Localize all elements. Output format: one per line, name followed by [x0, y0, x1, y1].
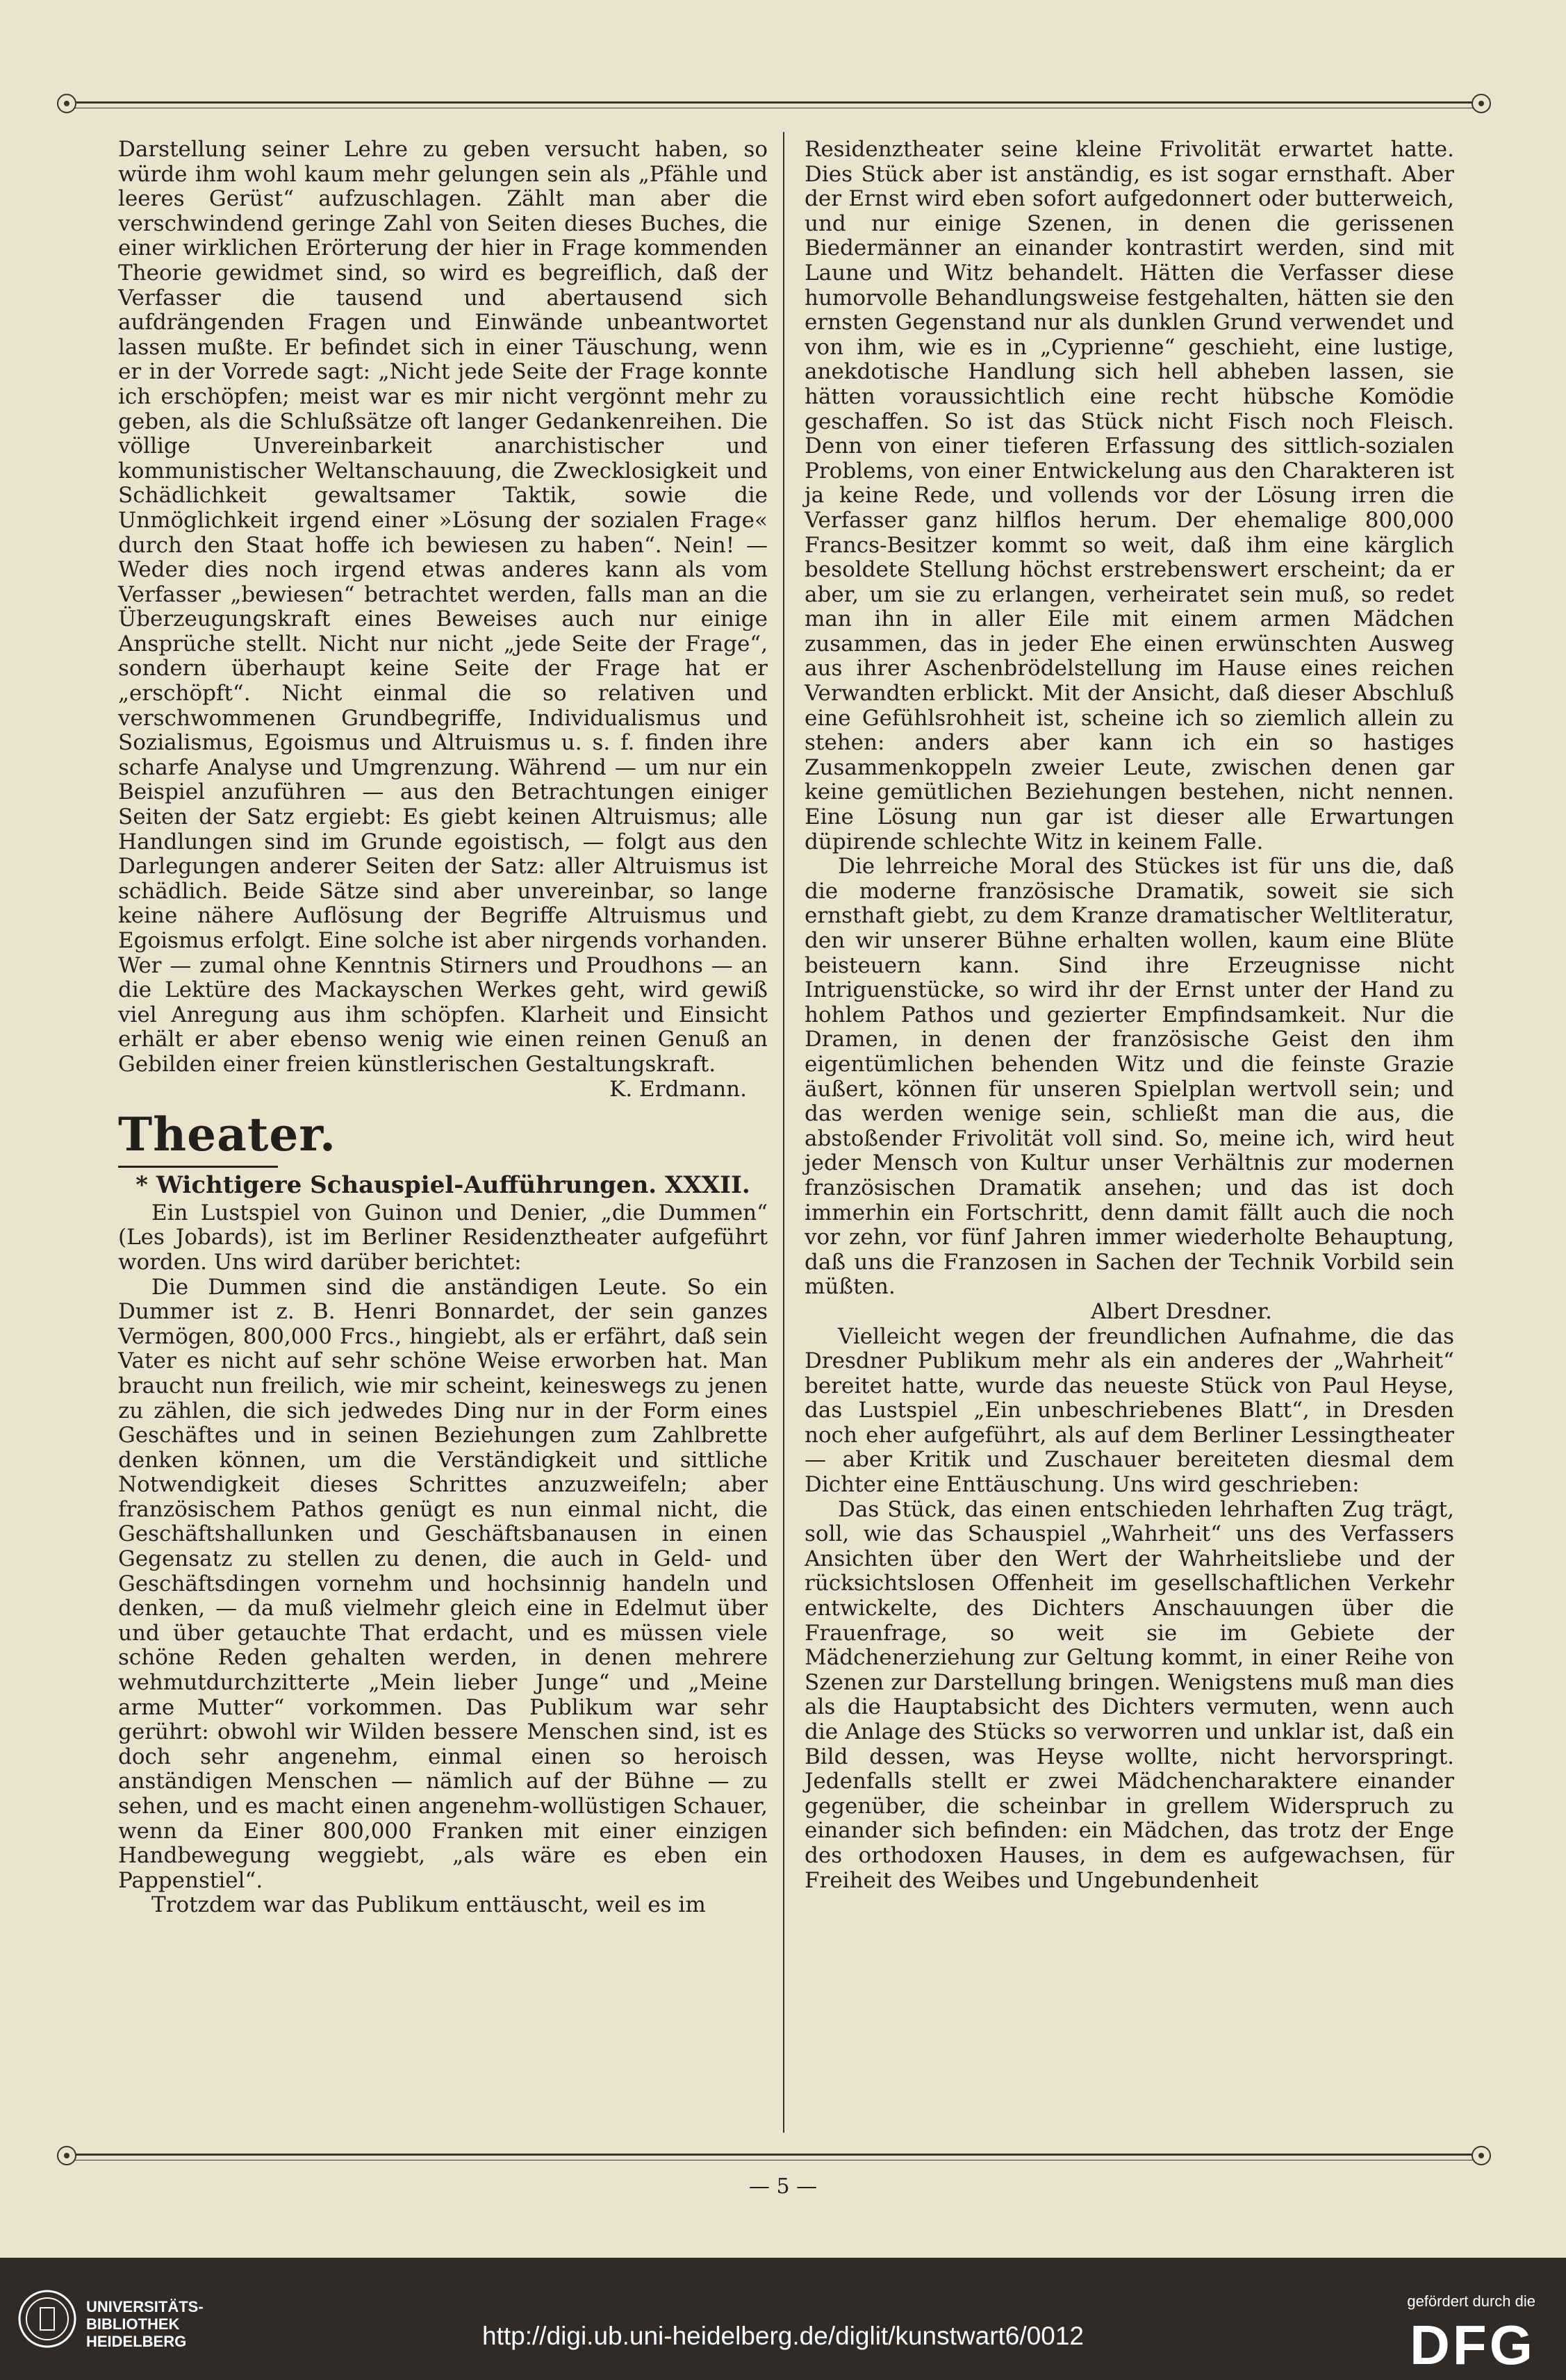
left-column: [118, 138, 768, 1918]
source-url-link[interactable]: http://digi.ub.uni-heidelberg.de/diglit/kunstwart6/0012: [482, 2322, 1084, 2350]
article-paragraph: Das Stück, das einen entschieden lehrhaften Zug trägt, soll, wie das Schauspiel „Wahrheit“ uns des Verfassers Ansichten über den Wert der Wahrheitsliebe und der rücksichtslosen Offenheit im gesellschaftlichen Verkehr entwickelte, des Dichters Anschauungen über die Frauenfrage, so weit sie im Gebiete der Mädchenerziehung zur Geltung kommt, in einer Reihe von Szenen zur Darstellung bringen. Wenigstens muß man dies als die Hauptabsicht des Dichters vermuten, wenn auch die Anlage des Stücks so verworren und unklar ist, daß ein Bild dessen, was Heyse wollte, nicht hervorspringt. Jedenfalls stellt er zwei Mädchencharaktere einander gegenüber, die scheinbar in grellem Widerspruch zu einander sich befinden: ein Mädchen, das trotz der Enge des orthodoxen Hauses, in dem es aufgewachsen, für Freiheit des Weibes und Ungebundenheit: [805, 1496, 1454, 1893]
corner-ornament-icon: [1472, 2146, 1491, 2165]
funding-caption: gefördert durch die: [1407, 2292, 1535, 2310]
article-paragraph: Die lehrreiche Moral des Stückes ist für uns die, daß die moderne französische Dramatik, soweit sie sich ernsthaft giebt, zu dem Kranze dramatischer Weltliteratur, den wir unserer Bühne erhalten wollen, kaum eine Blüte beisteuern kann. Sind ihre Erzeugnisse nicht Intriguenstücke, so wird ihr der Ernst unter der Hand zu hohlem Pathos und gezierter Empfindsamkeit. Nur die Dramen, in denen der französische Geist den ihm eigentümlichen behenden Witz und die feinste Grazie äußert, können für unseren Spielplan wertvoll sein; und das werden wenige sein, schließt man die aus, die abstoßender Frivolität voll sind. So, meine ich, wird heut jeder Mensch von Kultur unser Verhältnis zur modernen französischen Dramatik ansehen; und das ist doch immerhin ein Fortschritt, denn damit fällt auch die noch vor zehn, vor fünf Jahren immer wiederholte Behauptung, daß uns die Franzosen in Sachen der Technik Vorbild sein müßten.: [805, 854, 1454, 1300]
right-column: [805, 138, 1454, 1893]
article-paragraph: Die Dummen sind die anständigen Leute. So ein Dummer ist z. B. Henri Bonnardet, der sein ganzes Vermögen, 800,000 Frcs., hingiebt, als er erfährt, daß sein Vater es nicht auf sehr schöne Weise erworben hat. Man braucht nun freilich, wie mir scheint, keineswegs zu jenen zu zählen, die sich jedwedes Ding nur in der Form eines Geschäftes und in seinen Beziehungen zum Zahlbrette denken können, um die Verständigkeit und sittliche Notwendigkeit dieses Schrittes anzuzweifeln; aber französischem Pathos genügt es nun einmal nicht, die Geschäftshallunken und Geschäftsbanausen in einen Gegensatz zu stellen zu denen, die auch in Geld- und Geschäftsdingen vornehm und hochsinnig handeln und denken, — da muß vielmehr gleich eine in Edelmut über und über getauchte That erdacht, und es müssen viele schöne Reden gehalten werden, in denen mehrere wehmutdurchzitterte „Mein lieber Junge“ und „Meine arme Mutter“ vorkommen. Das Publikum war sehr gerührt: obwohl wir Wilden bessere Menschen sind, ist es doch sehr angenehm, einmal einen so heroisch anständigen Menschen — nämlich auf der Bühne — zu sehen, und es macht einen angenehm-wollüstigen Schauer, wenn da Einer 800,000 Franken mit einer einzigen Handbewegung weggiebt, „als wäre es eben ein Pappenstiel“.: [118, 1274, 768, 1893]
article-paragraph: Residenztheater seine kleine Frivolität erwartet hatte. Dies Stück aber ist anständig, es ist sogar ernsthaft. Aber der Ernst wird eben sofort aufgedonnert oder butterweich, und nur einige Szenen, in denen die gerissenen Biedermänner an einander kontrastirt werden, sind mit Laune und Witz behandelt. Hätten die Verfasser diese humorvolle Behandlungsweise festgehalten, hätten sie den ernsten Gegenstand nur als dunklen Grund verwendet und von ihm, wie es in „Cyprienne“ geschieht, eine lustige, anekdotische Handlung sich hell abheben lassen, sie hätten voraussichtlich eine recht hübsche Komödie geschaffen. So ist das Stück nicht Fisch noch Fleisch. Denn von einer tieferen Erfassung des sittlich-sozialen Problems, von einer Entwickelung aus den Charakteren ist ja keine Rede, und vollends vor der Lösung irren die Verfasser ganz hilflos herum. Der ehemalige 800,000 Francs-Besitzer kommt so weit, daß ihm eine kärglich besoldete Stellung höchst erstrebenswert erscheint; da er aber, um sie zu erlangen, verheiratet sein muß, so redet man ihn in aller Eile mit einem armen Mädchen zusammen, das in jeder Ehe einen erwünschten Ausweg aus ihrer Aschenbrödelstellung im Hause eines reichen Verwandten erblickt. Mit der Ansicht, daß dieser Abschluß eine Gefühlsrohheit ist, scheine ich so ziemlich allein zu stehen: anders aber kann ich ein so hastiges Zusammenkoppeln zweier Leute, zwischen denen gar keine gemütlichen Beziehungen bestehen, nicht nennen. Eine Lösung nun gar ist dieser alle Erwartungen düpirende schlechte Witz in keinem Falle.: [805, 137, 1454, 854]
article-paragraph: Trotzdem war das Publikum enttäuscht, weil es im: [151, 1892, 706, 1918]
article-paragraph: Vielleicht wegen der freundlichen Aufnahme, die das Dresdner Publikum mehr als ein anderes der „Wahrheit“ bereitet hatte, wurde das neueste Stück von Paul Heyse, das Lustspiel „Ein unbeschriebenes Blatt“, in Dresden noch eher aufgeführt, als auf dem Berliner Lessingtheater — aber Kritik und Zuschauer bereiteten diesmal dem Dichter eine Enttäuschung. Uns wird geschrieben:: [805, 1323, 1454, 1498]
heading-underline: [118, 1166, 278, 1168]
viewer-footer: [0, 2258, 1566, 2380]
section-subheading: * Wichtigere Schauspiel-Aufführungen. XXXII.: [135, 1171, 750, 1200]
corner-ornament-icon: [57, 2146, 76, 2165]
section-heading: Theater.: [118, 1107, 337, 1162]
review-paragraph: Darstellung seiner Lehre zu geben versucht haben, so würde ihm wohl kaum mehr gelungen sein als „Pfähle und leeres Gerüst“ aufzuschlagen. Zählt man aber die verschwindend geringe Zahl von Seiten dieses Buches, die einer wirklichen Erörterung der hier in Frage kommenden Theorie gewidmet sind, so wird es begreiflich, daß der Verfasser die tausend und abertausend sich aufdrängenden Fragen und Einwände unbeantwortet lassen mußte. Er befindet sich in einer Täuschung, wenn er in der Vorrede sagt: „Nicht jede Seite der Frage konnte ich erschöpfen; meist war es mir nicht vergönnt mehr zu geben, als die Schlußsätze oft langer Gedankenreihen. Die völlige Unvereinbarkeit anarchistischer und kommunistischer Weltanschauung, die Zwecklosigkeit und Schädlichkeit gewaltsamer Taktik, sowie die Unmöglichkeit irgend einer »Lösung der sozialen Frage« durch den Staat hoffe ich bewiesen zu haben“. Nein! — Weder dies noch irgend etwas anderes kann als vom Verfasser „bewiesen“ betrachtet werden, falls man an die Überzeugungskraft eines Beweises auch nur einige Ansprüche stellt. Nicht nur nicht „jede Seite der Frage“, sondern überhaupt keine Seite der Frage hat er „erschöpft“. Nicht einmal die so relativen und verschwommenen Grundbegriffe, Individualismus und Sozialismus, Egoismus und Altruismus u. s. f. finden ihre scharfe Analyse und Umgrenzung. Während — um nur ein Beispiel anzuführen — aus den Betrachtungen einiger Seiten der Satz ergiebt: Es giebt keinen Altruismus; alle Handlungen sind im Grunde egoistisch, — folgt aus den Darlegungen anderer Seiten der Satz: aller Altruismus ist schädlich. Beide Sätze sind aber unvereinbar, so lange keine nähere Auflösung der Begriffe Altruismus und Egoismus erfolgt. Eine solche ist aber nirgends vorhanden. Wer — zumal ohne Kenntnis Stirners und Proudhons — an die Lektüre des Mackayschen Werkes geht, wird gewiß viel Anregung aus ihm schöpfen. Klarheit und Einsicht erhält er aber ebenso wenig wie einen reinen Genuß an Gebilden einer freien künstlerischen Gestaltungskraft.: [118, 137, 768, 1077]
top-border-rule: [64, 101, 1481, 104]
article-paragraph: Ein Lustspiel von Guinon und Denier, „die Dummen“ (Les Jobards), ist im Berliner Residenztheater aufgeführt worden. Uns wird darüber berichtet:: [118, 1200, 768, 1275]
page-number: — 5 —: [748, 2174, 818, 2199]
corner-ornament-icon: [1472, 94, 1491, 113]
reviewer-signature: K. Erdmann.: [609, 1076, 747, 1102]
bottom-border-rule: [64, 2154, 1481, 2156]
column-divider: [783, 132, 784, 2133]
library-name: UNIVERSITÄTS- BIBLIOTHEK HEIDELBERG: [86, 2298, 204, 2350]
corner-ornament-icon: [57, 94, 76, 113]
dfg-logo: DFG: [1410, 2314, 1535, 2376]
author-signature: Albert Dresdner.: [1091, 1298, 1272, 1324]
